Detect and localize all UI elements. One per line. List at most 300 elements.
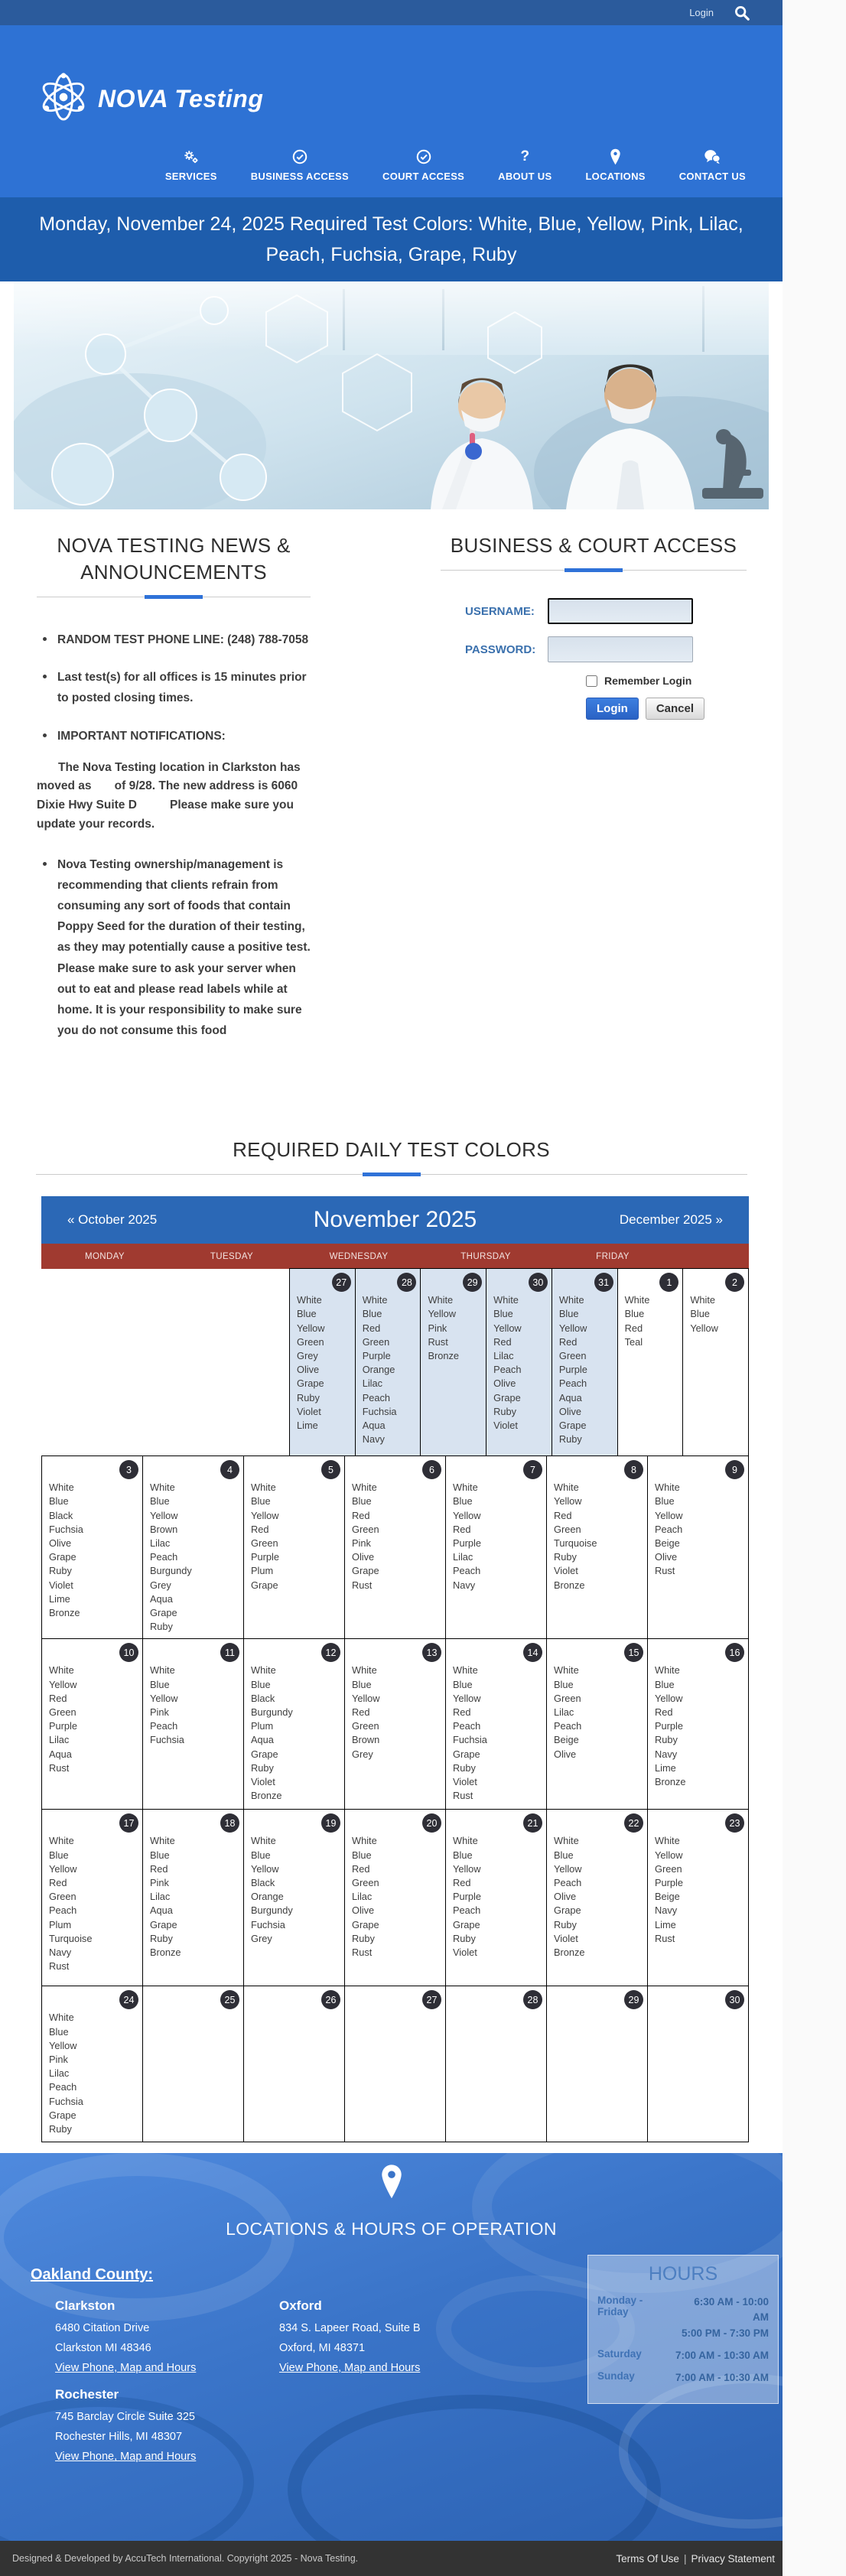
location-address-line: Oxford, MI 48371	[279, 2342, 366, 2355]
view-phone-map-hours-link[interactable]: View Phone, Map and Hours	[55, 2451, 197, 2464]
test-color: Yellow	[251, 1862, 279, 1875]
top-bar	[0, 0, 783, 25]
test-color: White	[49, 2012, 74, 2024]
day-color-list	[547, 1834, 647, 1960]
test-color: White	[554, 1482, 579, 1494]
location-columns	[55, 2298, 444, 2477]
test-color: Peach	[558, 1377, 587, 1390]
calendar-day-cell	[647, 1456, 749, 1639]
test-color: Blue	[655, 1678, 675, 1690]
test-color: Burgundy	[251, 1706, 293, 1718]
calendar-day-cell	[546, 1809, 648, 1986]
test-color: White	[428, 1294, 454, 1306]
test-color: Olive	[352, 1904, 375, 1917]
test-color: Plum	[251, 1720, 274, 1732]
day-number-badge: 18	[220, 1813, 239, 1833]
username-label: USERNAME:	[465, 604, 535, 618]
test-color: Purple	[251, 1551, 279, 1563]
hours-row	[597, 2370, 769, 2386]
test-color: Blue	[251, 1849, 271, 1861]
test-color: White	[554, 1835, 579, 1847]
test-color: White	[352, 1482, 377, 1494]
prev-month-link[interactable]: « October 2025	[67, 1212, 158, 1228]
day-color-list	[446, 1481, 546, 1592]
day-number-badge: 27	[422, 1990, 441, 2009]
test-color: Aqua	[150, 1592, 173, 1605]
username-input[interactable]	[548, 598, 693, 624]
calendar-day-cell	[647, 1638, 749, 1810]
test-color: Bronze	[554, 1579, 585, 1591]
day-number-badge: 14	[523, 1643, 542, 1662]
test-color: Ruby	[150, 1932, 173, 1944]
hours-day-label: Saturday	[597, 2347, 642, 2360]
test-color: White	[352, 1664, 377, 1677]
test-color: Grey	[297, 1349, 318, 1361]
test-color: Lilac	[453, 1551, 473, 1563]
hours-time-value: 6:30 AM - 10:00 AM	[694, 2296, 769, 2324]
test-color: White	[49, 1664, 74, 1677]
hours-time-value: 7:00 AM - 10:30 AM	[675, 2372, 769, 2383]
test-color: Ruby	[453, 1932, 476, 1944]
test-color: Black	[251, 1876, 275, 1888]
day-number-badge: 7	[523, 1460, 542, 1479]
calendar-day-cell	[647, 1809, 749, 1986]
test-color: Lilac	[554, 1706, 574, 1718]
test-color: Ruby	[554, 1551, 577, 1563]
test-color: Red	[352, 1509, 370, 1521]
view-phone-map-hours-link[interactable]: View Phone, Map and Hours	[279, 2362, 421, 2375]
test-color: Green	[554, 1523, 581, 1535]
calendar-month-title: November 2025	[313, 1207, 477, 1233]
next-month-link[interactable]: December 2025 »	[619, 1212, 723, 1228]
calendar-day-cell	[344, 1986, 446, 2142]
calendar-day-cell	[344, 1456, 446, 1639]
test-color: Ruby	[558, 1433, 582, 1446]
test-color: Purple	[362, 1349, 391, 1361]
calendar-week-row	[41, 1986, 749, 2142]
test-color: White	[150, 1835, 175, 1847]
weekday-friday: FRIDAY	[596, 1251, 630, 1261]
news-divider	[37, 595, 311, 599]
test-color: Fuchsia	[251, 1918, 285, 1930]
day-color-list	[486, 1293, 552, 1433]
test-color: Green	[362, 1335, 390, 1348]
test-color: Blue	[49, 1495, 69, 1508]
test-color: White	[150, 1664, 175, 1677]
weekday-monday: MONDAY	[84, 1251, 125, 1261]
calendar-day-cell	[243, 1638, 345, 1810]
calendar-day-cell	[546, 1456, 648, 1639]
test-color: Peach	[49, 1904, 77, 1917]
day-color-list	[290, 1293, 355, 1433]
hours-panel	[587, 2255, 779, 2404]
test-color: Olive	[493, 1377, 516, 1390]
calendar-day-cell	[647, 1986, 749, 2142]
hero-image	[14, 281, 769, 509]
test-color: Green	[352, 1720, 379, 1732]
nav-item-business-access[interactable]	[251, 148, 349, 182]
calendar-day-cell	[142, 1986, 244, 2142]
test-color: Blue	[690, 1308, 710, 1320]
test-color: Ruby	[352, 1932, 375, 1944]
brand-logo[interactable]	[40, 70, 263, 128]
hours-time-value: 7:00 AM - 10:30 AM	[675, 2349, 769, 2361]
day-number-badge: 13	[422, 1643, 441, 1662]
test-color: Yellow	[150, 1509, 178, 1521]
day-number-badge: 21	[523, 1813, 542, 1833]
day-number-badge: 29	[463, 1273, 482, 1292]
day-number-badge: 20	[422, 1813, 441, 1833]
nav-label-about-us: ABOUT US	[498, 171, 552, 182]
calendar-day-cell	[344, 1809, 446, 1986]
test-color: Blue	[453, 1495, 473, 1508]
test-color: Turquoise	[49, 1932, 93, 1944]
news-bullet-item	[37, 629, 311, 650]
news-section	[37, 532, 311, 1058]
access-section	[441, 532, 747, 720]
location-name: Clarkston	[55, 2298, 116, 2313]
test-color: Lilac	[362, 1377, 383, 1390]
test-color: Ruby	[655, 1734, 678, 1746]
test-color: Aqua	[251, 1734, 274, 1746]
test-color: Green	[251, 1537, 278, 1549]
test-color: Plum	[49, 1918, 72, 1930]
test-color: Peach	[493, 1364, 522, 1376]
test-color: Pink	[150, 1876, 169, 1888]
calendar-divider	[36, 1173, 747, 1176]
day-number-badge: 22	[624, 1813, 643, 1833]
locations-section	[0, 2153, 783, 2541]
nav-item-about-us[interactable]	[498, 148, 552, 182]
test-color: Grey	[150, 1579, 171, 1591]
access-title: BUSINESS & COURT ACCESS	[450, 534, 737, 557]
test-color: Pink	[150, 1706, 169, 1718]
day-color-list	[547, 1664, 647, 1761]
day-color-list	[244, 1834, 344, 1946]
test-color: Ruby	[554, 1918, 577, 1930]
test-color: White	[297, 1294, 322, 1306]
test-color: Ruby	[297, 1391, 320, 1403]
calendar-section	[0, 1118, 783, 2153]
test-color: Blue	[352, 1495, 372, 1508]
test-color: Bronze	[49, 1606, 80, 1618]
calendar-day-cell	[486, 1268, 552, 1456]
test-color: White	[150, 1482, 175, 1494]
test-color: Red	[251, 1523, 269, 1535]
day-color-list	[143, 1481, 243, 1634]
test-color: Yellow	[493, 1322, 522, 1334]
calendar-body	[41, 1269, 749, 2142]
test-color: Red	[362, 1322, 381, 1334]
search-icon[interactable]	[734, 5, 750, 21]
test-color: Ruby	[453, 1761, 476, 1774]
day-color-list	[648, 1481, 748, 1578]
test-color: Orange	[251, 1891, 284, 1903]
news-list	[37, 629, 311, 1041]
test-color: White	[554, 1664, 579, 1677]
nav-label-services: SERVICES	[164, 171, 217, 182]
day-color-list	[42, 1834, 142, 1973]
question-icon: ?	[520, 148, 530, 164]
calendar-day-cell	[445, 1809, 547, 1986]
day-number-badge: 2	[725, 1273, 744, 1292]
content-band	[0, 509, 783, 1118]
calendar-header	[41, 1196, 749, 1244]
test-color: Blue	[655, 1495, 675, 1508]
day-number-badge: 3	[119, 1460, 138, 1479]
day-number-badge: 28	[397, 1273, 416, 1292]
test-color: Pink	[49, 2053, 68, 2065]
day-color-list	[648, 1834, 748, 1946]
test-color: Red	[493, 1335, 512, 1348]
location-name: Rochester	[55, 2387, 119, 2402]
calendar-week-row	[41, 1639, 749, 1810]
privacy-statement-link[interactable]: Privacy Statement	[691, 2552, 775, 2565]
calendar-day-cell	[355, 1268, 421, 1456]
calendar-day-cell	[682, 1268, 749, 1456]
calendar-day-cell	[41, 1456, 143, 1639]
check-circle-icon	[415, 148, 432, 165]
location-name: Oxford	[279, 2298, 322, 2313]
location-address-line: 745 Barclay Circle Suite 325	[55, 2411, 195, 2424]
news-bullet-text: Last test(s) for all offices is 15 minutes prior to posted closing times.	[57, 671, 307, 705]
bullet-dot	[43, 862, 47, 866]
test-color: Peach	[453, 1720, 481, 1732]
hours-row	[597, 2348, 769, 2363]
test-color: Grape	[352, 1565, 379, 1577]
test-color: Violet	[453, 1775, 477, 1787]
terms-of-use-link[interactable]: Terms Of Use	[616, 2552, 679, 2565]
test-color: Green	[352, 1523, 379, 1535]
day-color-list	[446, 1834, 546, 1960]
test-color: Grape	[493, 1391, 521, 1403]
test-color: Rust	[49, 1960, 70, 1973]
test-color: Navy	[655, 1904, 678, 1917]
nav-label-contact-us: CONTACT US	[678, 171, 746, 182]
view-phone-map-hours-link[interactable]: View Phone, Map and Hours	[55, 2362, 197, 2375]
nav-item-contact-us[interactable]	[679, 148, 746, 182]
day-color-list	[143, 1834, 243, 1960]
calendar-day-cell	[617, 1268, 684, 1456]
test-color: Yellow	[49, 2039, 77, 2051]
test-color: Olive	[352, 1551, 375, 1563]
day-color-list	[547, 1481, 647, 1592]
day-number-badge: 8	[624, 1460, 643, 1479]
chat-icon	[704, 148, 721, 165]
login-form	[441, 598, 747, 720]
day-number-badge: 5	[321, 1460, 340, 1479]
test-color: Yellow	[150, 1692, 178, 1704]
day-color-list	[648, 1664, 748, 1789]
top-login-link[interactable]: Login	[689, 7, 714, 18]
cancel-button[interactable]: Cancel	[646, 698, 704, 720]
test-color: Pink	[352, 1537, 371, 1549]
test-color: Green	[352, 1876, 379, 1888]
bullet-dot	[43, 733, 47, 737]
calendar-day-cell	[445, 1986, 547, 2142]
nav-item-locations[interactable]	[585, 148, 645, 182]
location-address-line: 6480 Citation Drive	[55, 2322, 150, 2334]
test-color: Grape	[49, 2109, 76, 2121]
news-bullet-item	[37, 726, 311, 746]
day-color-list	[421, 1293, 486, 1363]
calendar-day-cell	[142, 1809, 244, 1986]
test-color: Red	[453, 1523, 471, 1535]
test-color: Bronze	[554, 1946, 585, 1958]
day-number-badge: 29	[624, 1990, 643, 2009]
day-number-badge: 26	[321, 1990, 340, 2009]
test-color: Violet	[251, 1775, 275, 1787]
test-color: Lilac	[352, 1891, 373, 1903]
test-color: Navy	[655, 1748, 678, 1760]
day-color-list	[683, 1293, 748, 1335]
remember-login-checkbox[interactable]	[586, 675, 597, 687]
login-button[interactable]: Login	[586, 698, 639, 720]
hours-row	[597, 2295, 769, 2341]
test-color: Blue	[352, 1678, 372, 1690]
test-color: Olive	[49, 1537, 72, 1549]
footer	[0, 2541, 783, 2576]
test-color: Teal	[624, 1335, 643, 1348]
day-number-badge: 12	[321, 1643, 340, 1662]
test-color: Ruby	[49, 1565, 72, 1577]
calendar-section-title: REQUIRED DAILY TEST COLORS	[233, 1138, 550, 1161]
test-color: White	[49, 1835, 74, 1847]
test-color: Blue	[554, 1678, 574, 1690]
test-color: White	[453, 1664, 478, 1677]
test-color: White	[251, 1664, 276, 1677]
day-color-list	[143, 1664, 243, 1747]
test-color: Beige	[554, 1734, 579, 1746]
location-column	[55, 2298, 220, 2477]
test-color: Lilac	[49, 1734, 70, 1746]
test-color: White	[655, 1664, 680, 1677]
hours-title: HOURS	[648, 2263, 718, 2285]
test-color: Purple	[453, 1537, 481, 1549]
test-color: Blue	[453, 1678, 473, 1690]
test-color: White	[493, 1294, 519, 1306]
day-number-badge: 19	[321, 1813, 340, 1833]
day-number-badge: 10	[119, 1643, 138, 1662]
test-color: Yellow	[554, 1862, 582, 1875]
day-number-badge: 9	[725, 1460, 744, 1479]
test-color: Peach	[150, 1720, 178, 1732]
test-color: Grape	[558, 1419, 587, 1431]
footer-links	[616, 2553, 775, 2565]
nav-label-court-access: COURT ACCESS	[382, 171, 465, 182]
test-color: Peach	[453, 1565, 481, 1577]
test-color: Red	[352, 1862, 370, 1875]
test-color: Purple	[49, 1720, 77, 1732]
news-bullet-text: IMPORTANT NOTIFICATIONS:	[57, 729, 226, 743]
test-color: Blue	[362, 1308, 382, 1320]
test-color: Violet	[493, 1419, 518, 1431]
calendar-day-cell	[41, 1809, 143, 1986]
day-number-badge: 16	[725, 1643, 744, 1662]
calendar-day-cell	[243, 1809, 345, 1986]
test-color: Yellow	[453, 1509, 481, 1521]
test-color: Navy	[49, 1946, 72, 1958]
test-color: Bronze	[251, 1790, 282, 1802]
nav-item-services[interactable]	[165, 148, 217, 182]
location-clarkston	[55, 2298, 220, 2378]
hours-times	[676, 2295, 769, 2341]
calendar-day-cell	[445, 1456, 547, 1639]
test-color: White	[655, 1482, 680, 1494]
test-color: Lime	[297, 1419, 318, 1431]
nav-item-court-access[interactable]	[382, 148, 464, 182]
daily-colors-text: Monday, November 24, 2025 Required Test Colors: White, Blue, Yellow, Pink, Lilac, Peach, Fuchsia, Grape, Ruby	[39, 213, 744, 265]
bullet-dot	[43, 637, 47, 641]
test-color: Olive	[655, 1551, 678, 1563]
hours-day-label: Monday - Friday	[597, 2295, 643, 2317]
calendar-day-cell	[243, 1986, 345, 2142]
calendar-day-cell	[552, 1268, 618, 1456]
day-number-badge: 30	[529, 1273, 548, 1292]
hours-day-label: Sunday	[597, 2370, 635, 2382]
test-color: Olive	[558, 1405, 582, 1417]
test-color: Yellow	[558, 1322, 587, 1334]
map-marker-icon	[609, 148, 622, 165]
day-number-badge: 15	[624, 1643, 643, 1662]
test-color: Blue	[49, 1849, 69, 1861]
test-color: Ruby	[251, 1761, 274, 1774]
calendar	[41, 1196, 749, 2142]
day-color-list	[42, 1664, 142, 1775]
test-color: Grape	[453, 1918, 480, 1930]
brand-name: NOVA Testing	[98, 85, 264, 112]
test-color: Green	[49, 1706, 76, 1718]
test-color: Peach	[49, 2081, 77, 2093]
test-color: White	[558, 1294, 584, 1306]
day-color-list	[552, 1293, 617, 1446]
day-number-badge: 28	[523, 1990, 542, 2009]
test-color: Blue	[453, 1849, 473, 1861]
day-color-list	[42, 2011, 142, 2136]
calendar-row-spacer	[41, 1269, 290, 1456]
day-color-list	[345, 1481, 445, 1592]
test-color: Lilac	[49, 2067, 70, 2080]
test-color: Red	[655, 1706, 673, 1718]
location-rochester	[55, 2387, 220, 2467]
calendar-day-cell	[243, 1456, 345, 1639]
test-color: Fuchsia	[49, 1523, 83, 1535]
test-color: Rust	[655, 1932, 675, 1944]
test-color: Purple	[655, 1720, 683, 1732]
news-bullet-item	[37, 667, 311, 708]
test-color: Blue	[251, 1495, 271, 1508]
test-color: Aqua	[362, 1419, 386, 1431]
location-oxford	[279, 2298, 444, 2378]
day-color-list	[244, 1664, 344, 1803]
test-color: Yellow	[655, 1849, 683, 1861]
test-color: Yellow	[453, 1692, 481, 1704]
test-color: Purple	[558, 1364, 587, 1376]
calendar-week-row	[41, 1456, 749, 1639]
test-color: Lilac	[150, 1891, 171, 1903]
test-color: Purple	[453, 1891, 481, 1903]
location-address-line: Clarkston MI 48346	[55, 2342, 151, 2355]
test-color: Yellow	[655, 1692, 683, 1704]
password-input[interactable]	[548, 636, 693, 662]
test-color: Peach	[554, 1876, 582, 1888]
test-color: Black	[49, 1509, 73, 1521]
test-color: Ruby	[493, 1405, 517, 1417]
test-color: Peach	[554, 1720, 582, 1732]
test-color: Lime	[655, 1761, 676, 1774]
test-color: Grey	[352, 1748, 373, 1760]
day-number-badge: 17	[119, 1813, 138, 1833]
